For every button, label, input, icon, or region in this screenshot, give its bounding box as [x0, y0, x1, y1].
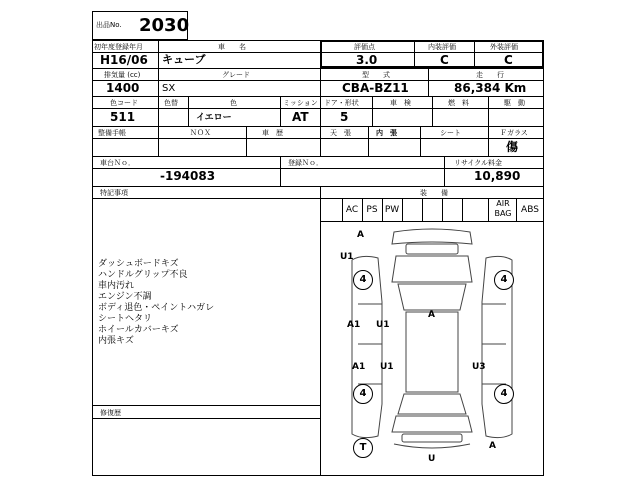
vline [442, 198, 443, 221]
lot-number: 2030 [139, 15, 190, 36]
equipment-ps: PS [366, 205, 378, 215]
car-name-label: 車 名 [218, 43, 246, 51]
service-book-label: 整備手帳 [98, 129, 126, 137]
vline [368, 126, 369, 156]
lot-box [92, 11, 188, 40]
vline [158, 96, 159, 126]
hline [320, 221, 544, 222]
chassis-value: -194083 [160, 169, 216, 183]
score-label: 評価点 [354, 43, 375, 51]
displacement-value: 1400 [106, 81, 140, 95]
vline [320, 126, 321, 156]
tire-rear-left: 4 [353, 384, 373, 404]
note-item: ダッシュボードキズ [98, 259, 179, 269]
hline [92, 198, 544, 199]
vline [474, 40, 475, 68]
vline [372, 96, 373, 126]
ceiling-label: 天 張 [330, 129, 351, 137]
note-item: ハンドルグリップ不良 [98, 270, 188, 280]
color-value: イエロー [196, 113, 232, 123]
hline [92, 138, 544, 139]
lot-label: 出品No. [96, 21, 122, 29]
equipment-pw: PW [384, 205, 400, 215]
exterior-value: C [504, 53, 513, 67]
car-name-value: キューブ [162, 53, 206, 66]
nox-label: ＮＯＸ [190, 129, 211, 137]
vline [420, 126, 421, 156]
vline [414, 40, 415, 68]
damage-mark: U1 [376, 320, 390, 330]
interior-label: 内装評価 [428, 43, 456, 51]
interior-value: C [440, 53, 449, 67]
hline [92, 126, 544, 127]
damage-mark: A1 [352, 362, 366, 372]
vline [320, 96, 321, 126]
vline [158, 126, 159, 156]
hline [92, 405, 320, 406]
hline [92, 186, 544, 187]
seat-label: シート [440, 129, 461, 137]
spare-tire: T [353, 438, 373, 458]
vline [188, 96, 189, 126]
fuel-label: 燃 料 [448, 99, 469, 107]
damage-mark: A [357, 230, 364, 240]
hline [92, 68, 544, 69]
tire-front-left: 4 [353, 270, 373, 290]
note-item: ボディ退色・ペイントハガレ [98, 303, 215, 313]
grade-value: SX [162, 83, 176, 94]
damage-mark: A1 [347, 320, 361, 330]
transmission-value: AT [292, 110, 309, 124]
hline [92, 418, 320, 419]
transmission-label: ミッション [283, 99, 318, 107]
hline [92, 156, 544, 157]
damage-mark: U3 [472, 362, 486, 372]
score-value: 3.0 [356, 53, 378, 67]
hline [92, 108, 544, 109]
vline [462, 198, 463, 221]
color-change-label: 色替 [164, 99, 178, 107]
f-glass-value: 傷 [506, 140, 519, 154]
color-code-label: 色コード [110, 99, 138, 107]
doors-label: ドア・形状 [324, 99, 359, 107]
vline [488, 96, 489, 126]
vline [428, 68, 429, 96]
model-label: 型 式 [362, 71, 390, 79]
damage-mark: U [428, 454, 436, 464]
vline [402, 198, 403, 221]
inspection-label: 車 検 [390, 99, 411, 107]
vline [488, 126, 489, 156]
note-item: ホイールカバーキズ [98, 325, 179, 335]
history-label: 車 歴 [262, 129, 283, 137]
reg-no-label: 登録Ｎｏ． [288, 159, 323, 167]
chassis-label: 車台Ｎｏ． [100, 159, 135, 167]
note-item: シートヘタリ [98, 314, 153, 324]
vline [280, 156, 281, 186]
equipment-abs: ABS [521, 205, 539, 215]
damage-mark: U1 [340, 252, 354, 262]
exterior-label: 外装評価 [490, 43, 518, 51]
hline [92, 96, 544, 97]
recycle-label: リサイクル料金 [454, 159, 503, 167]
color-label: 色 [230, 99, 237, 107]
int-upholstery-label: 内 張 [376, 129, 397, 137]
vline [246, 126, 247, 156]
car-diagram [322, 224, 542, 474]
tire-front-right: 4 [494, 270, 514, 290]
mileage-value: 86,384 Km [454, 81, 527, 95]
note-item: 車内汚れ [98, 281, 135, 291]
equipment-ac: AC [345, 205, 359, 215]
grade-label: グレード [222, 71, 250, 79]
color-code-value: 511 [110, 110, 136, 124]
model-value: CBA-BZ11 [342, 81, 409, 95]
repairs-label: 修復歴 [100, 409, 121, 417]
f-glass-label: Ｆガラス [500, 129, 528, 137]
tire-rear-right: 4 [494, 384, 514, 404]
vline [444, 156, 445, 186]
equipment-label: 装 備 [420, 189, 448, 197]
doors-value: 5 [340, 110, 349, 124]
damage-mark: U1 [380, 362, 394, 372]
displacement-label: 排気量 (cc) [104, 71, 141, 79]
vline [488, 198, 489, 221]
drive-label: 駆 動 [504, 99, 525, 107]
note-item: 内張キズ [98, 336, 134, 346]
recycle-value: 10,890 [474, 169, 521, 183]
equipment-airbag: AIR BAG [494, 199, 512, 218]
vline [320, 186, 321, 476]
first-reg-label: 初年度登録年月 [94, 43, 143, 51]
note-item: エンジン不調 [98, 292, 152, 302]
vline [432, 96, 433, 126]
mileage-label: 走 行 [476, 71, 504, 79]
first-reg-value: H16/06 [100, 53, 148, 67]
vline [422, 198, 423, 221]
damage-mark: A [489, 441, 496, 451]
vline [320, 68, 321, 96]
damage-mark: A [428, 310, 435, 320]
hline [92, 52, 544, 53]
notes-label: 特記事項 [100, 189, 128, 197]
vline [280, 96, 281, 126]
